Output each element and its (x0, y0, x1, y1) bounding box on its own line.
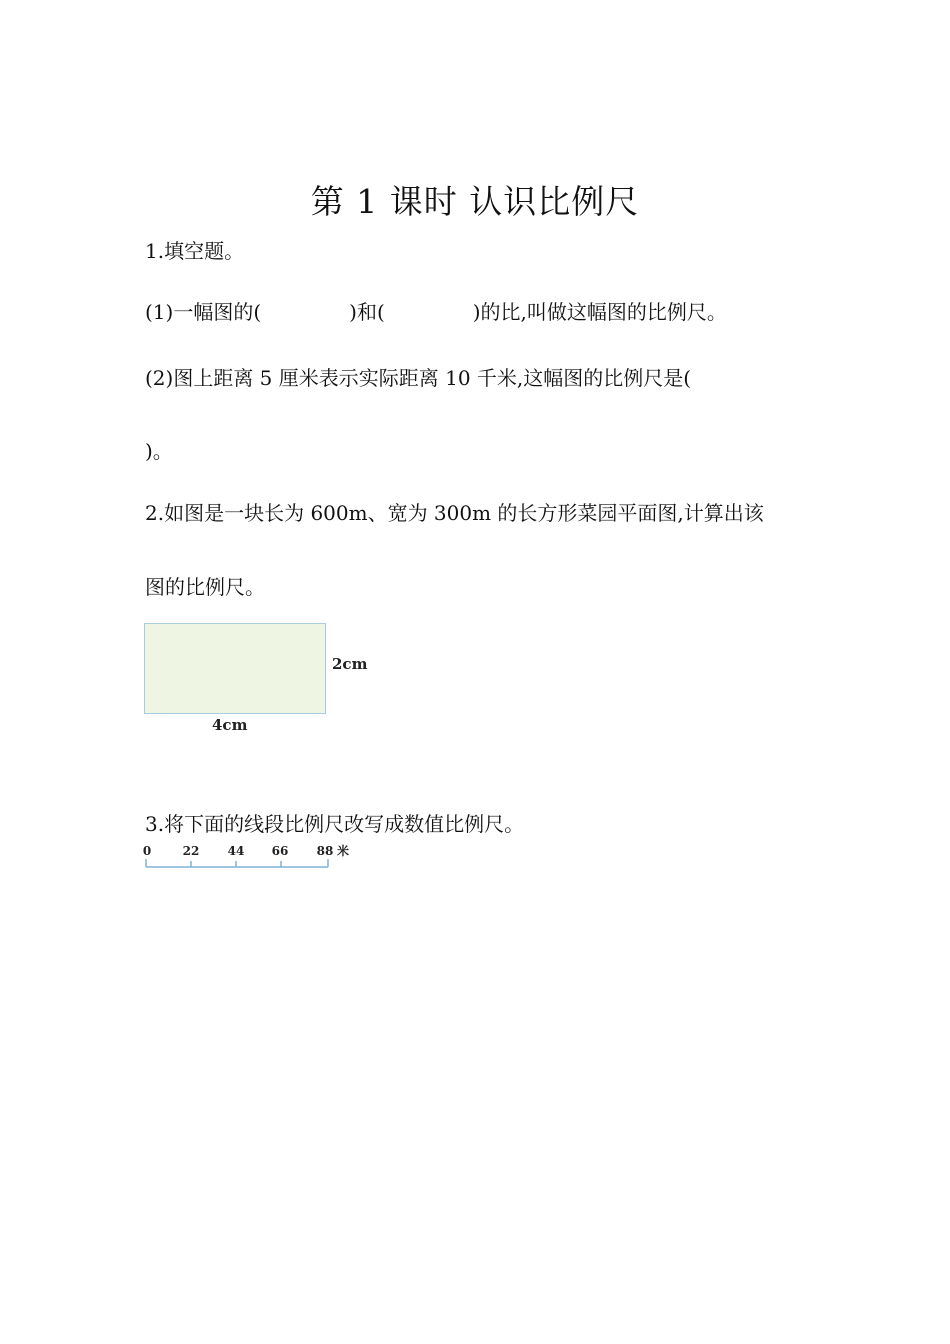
q3-heading: 3.将下面的线段比例尺改写成数值比例尺。 (145, 812, 525, 836)
scale-tick-label: 22 (182, 844, 200, 858)
q2-text-line1: 2.如图是一块长为 600m、宽为 300m 的长方形菜园平面图,计算出该 (145, 501, 764, 525)
scale-tick-label: 66 (271, 844, 289, 858)
q2-text-line2: 图的比例尺。 (145, 575, 265, 599)
line-scale-bar (138, 840, 368, 876)
height-label: 2cm (332, 655, 368, 673)
scale-tick-label: 88 (316, 844, 334, 858)
q1-part1-text-b: )和( (349, 300, 385, 324)
q1-part2-line1: (2)图上距离 5 厘米表示实际距离 10 千米,这幅图的比例尺是( (145, 366, 692, 390)
scale-unit-label: 米 (336, 844, 350, 858)
page-title: 第 1 课时 认识比例尺 (310, 182, 640, 221)
q1-part1-text-a: (1)一幅图的( (145, 300, 262, 324)
scale-tick-label: 44 (227, 844, 245, 858)
q1-heading: 1.填空题。 (145, 239, 245, 263)
scale-bar-line (146, 859, 328, 867)
scale-tick-label: 0 (142, 844, 152, 858)
width-label: 4cm (212, 716, 248, 734)
q1-part1 (145, 297, 727, 327)
q1-part2-line2: )。 (145, 439, 173, 463)
q1-part1-text-c: )的比,叫做这幅图的比例尺。 (472, 300, 727, 324)
garden-rectangle (144, 623, 326, 714)
